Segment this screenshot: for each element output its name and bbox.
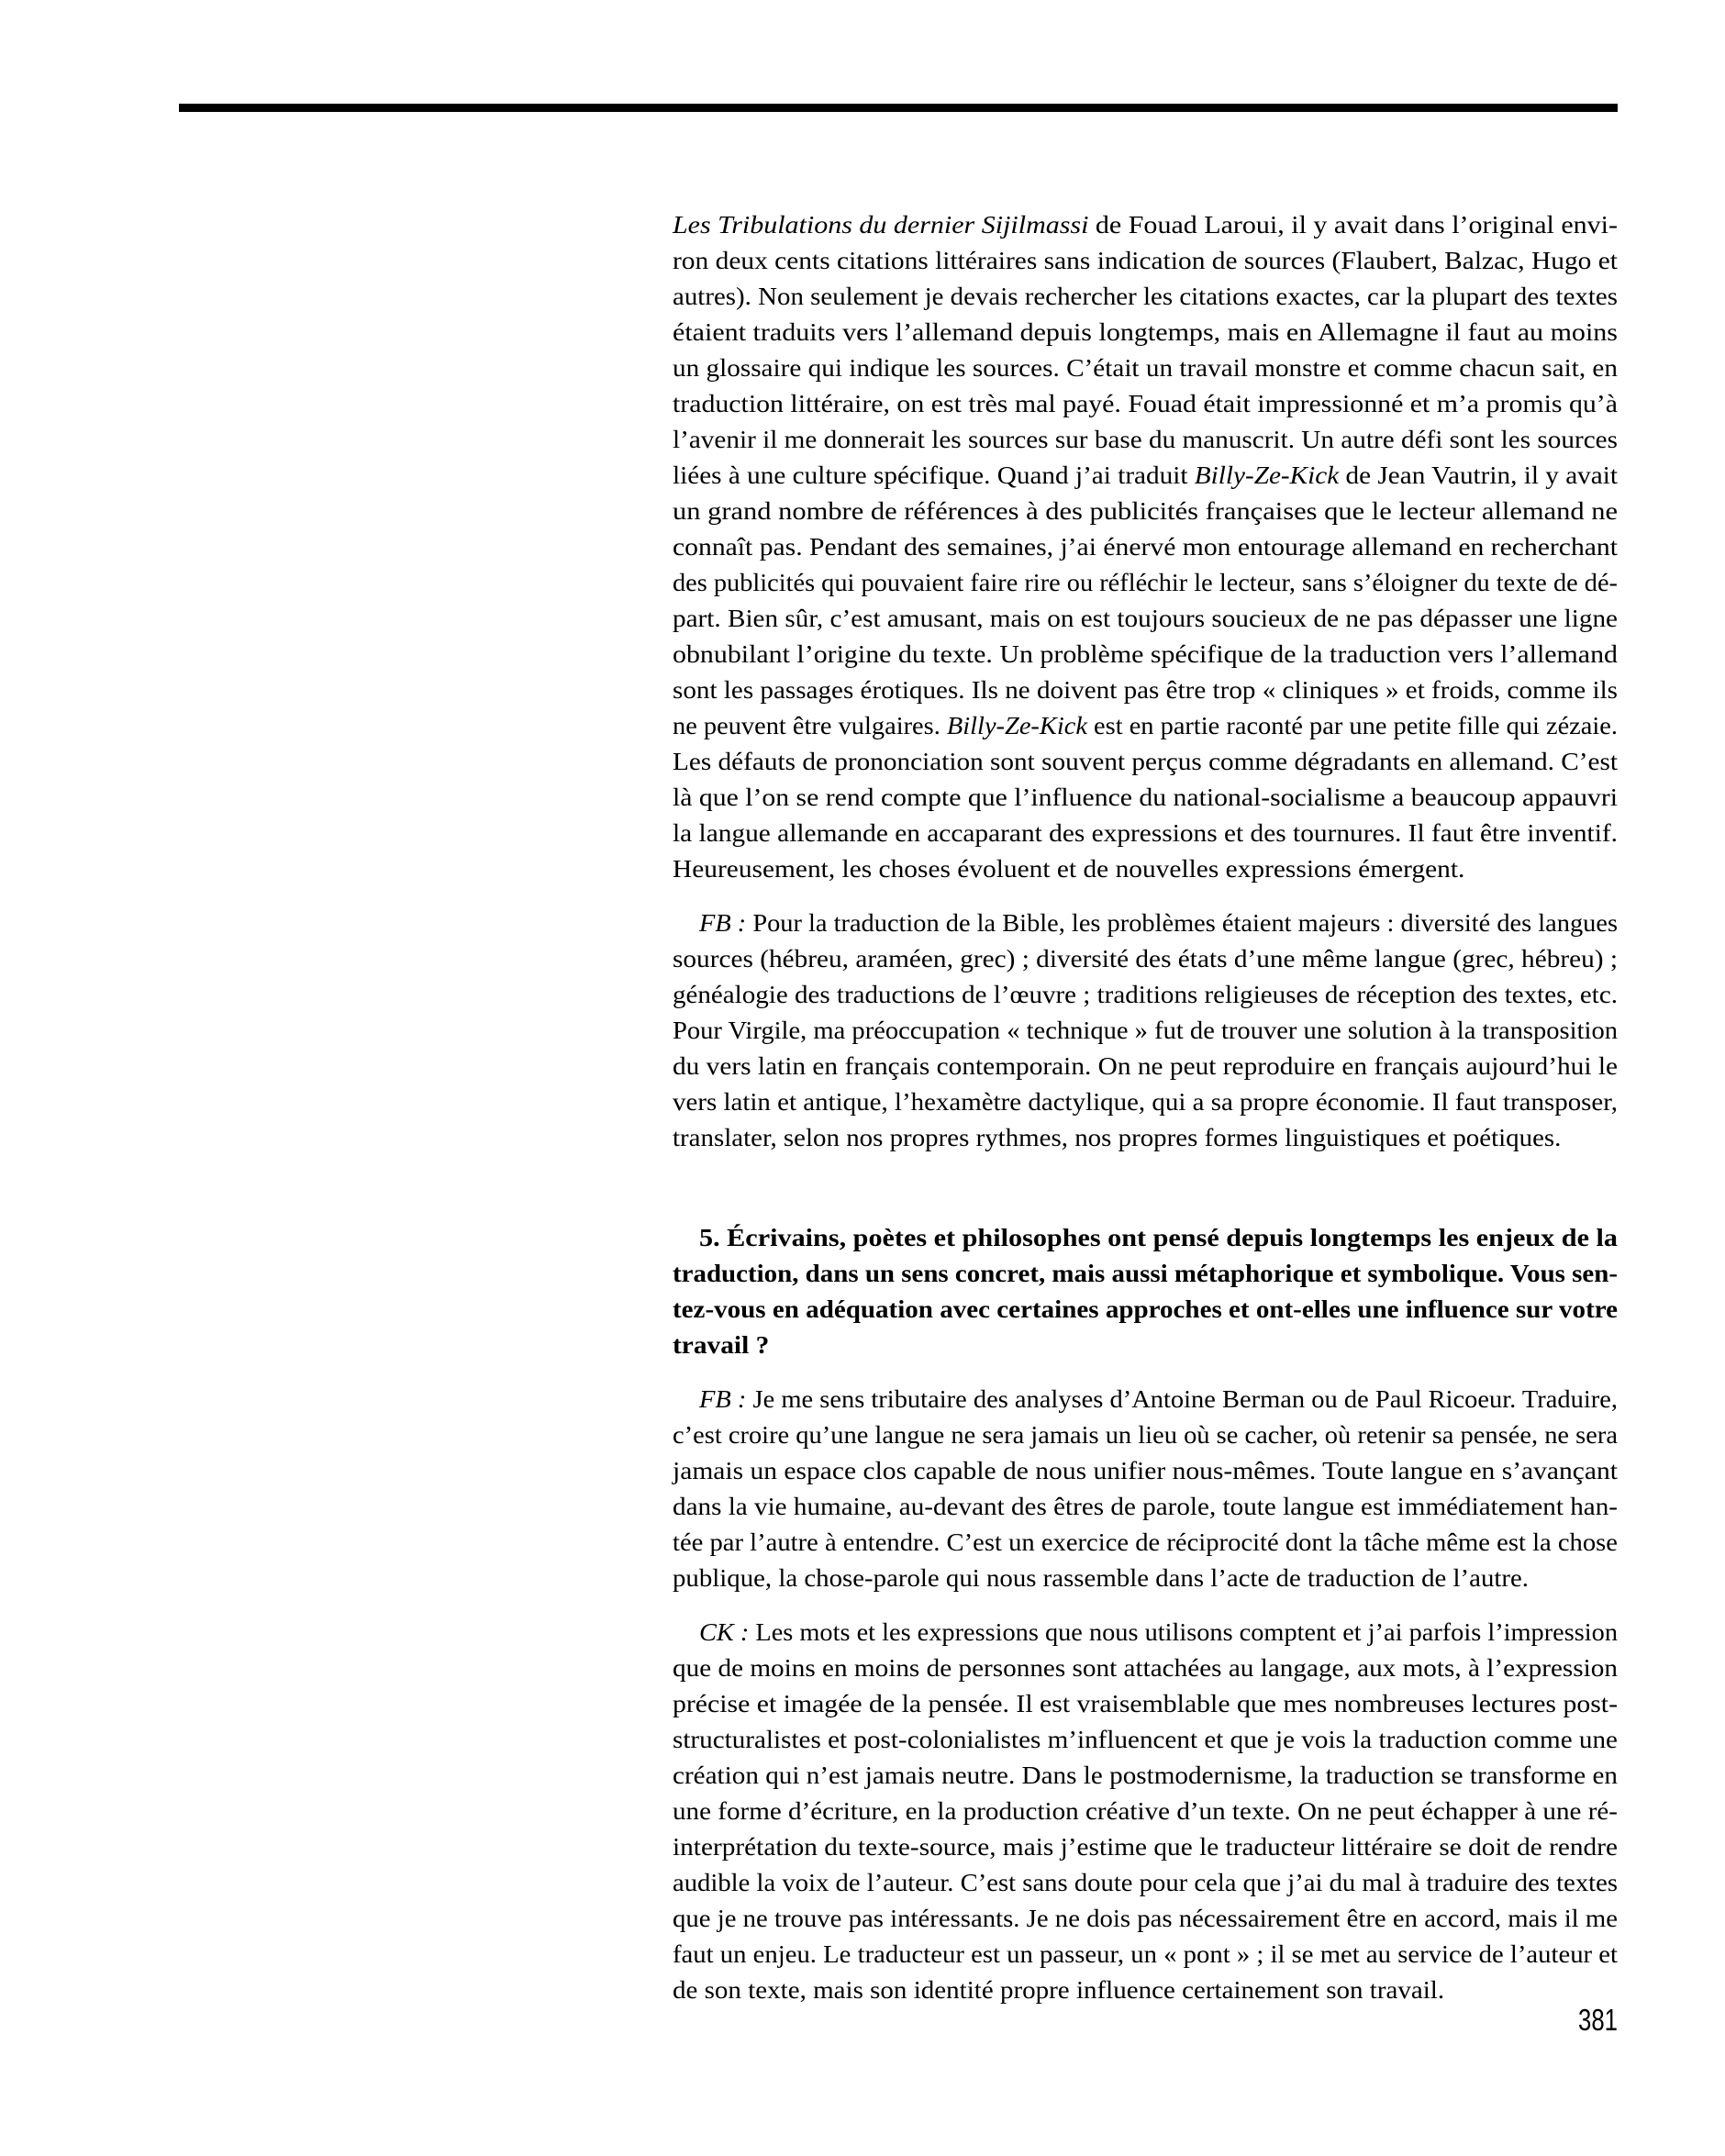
line-text: ron deux cents citations littéraires sans indication de sources (Flaubert, Balzac, Hugo et	[673, 247, 1618, 274]
line-text: audible la voix de l’auteur. C’est sans doute pour cela que j’ai du mal à traduire des textes	[673, 1869, 1618, 1896]
line-text: ne peuvent être vulgaires. Billy-Ze-Kick est en partie raconté par une petite fille qui zézaie.	[673, 712, 1618, 739]
line-text: traduction littéraire, on est très mal payé. Fouad était impressionné et m’a promis qu’à	[673, 390, 1618, 417]
line-text: travail ?	[673, 1331, 770, 1359]
line-text: interprétation du texte-source, mais j’estime que le traducteur littéraire se doit de rendre	[673, 1833, 1618, 1861]
line-text: tée par l’autre à entendre. C’est un exercice de réciprocité dont la tâche même est la chose	[673, 1528, 1618, 1556]
line-text: là que l’on se rend compte que l’influence du national-socialisme a beaucoup appauvri	[673, 783, 1618, 811]
line-text: traduction, dans un sens concret, mais aussi métaphorique et symbolique. Vous sen-	[673, 1260, 1618, 1287]
text-line	[673, 350, 1618, 386]
italic-run: FB :	[699, 1385, 747, 1413]
text-line	[673, 565, 1618, 601]
text-line	[673, 1256, 1618, 1292]
text-line	[673, 1722, 1618, 1758]
text-line	[673, 941, 1618, 977]
line-text: 5. Écrivains, poètes et philosophes ont pensé depuis longtemps les enjeux de la	[699, 1224, 1618, 1251]
text-line	[673, 744, 1618, 780]
text-line	[673, 1615, 1618, 1650]
line-text: autres). Non seulement je devais rechercher les citations exactes, car la plupart des textes	[673, 283, 1618, 310]
body-paragraph	[673, 207, 1618, 887]
text-line	[673, 1328, 1618, 1363]
text-line	[673, 1382, 1618, 1417]
text-line	[673, 1901, 1618, 1937]
line-text: une forme d’écriture, en la production créative d’un texte. On ne peut échapper à une ré-	[673, 1797, 1618, 1825]
line-text: étaient traduits vers l’allemand depuis longtemps, mais en Allemagne il faut au moins	[673, 318, 1618, 346]
text-line	[673, 422, 1618, 458]
line-text: liées à une culture spécifique. Quand j’ai traduit Billy-Ze-Kick de Jean Vautrin, il y avait	[673, 461, 1618, 489]
text-line	[673, 494, 1618, 529]
line-text: Les défauts de prononciation sont souvent perçus comme dégradants en allemand. C’est	[673, 748, 1618, 775]
line-text: généalogie des traductions de l’œuvre ; traditions religieuses de réception des textes, etc.	[673, 981, 1618, 1008]
text-line	[673, 315, 1618, 350]
text-line	[673, 851, 1618, 887]
line-text: jamais un espace clos capable de nous unifier nous-mêmes. Toute langue en s’avançant	[673, 1457, 1618, 1484]
line-text: Les Tribulations du dernier Sijilmassi de Fouad Laroui, il y avait dans l’original envi-	[673, 211, 1618, 239]
text-line	[673, 1650, 1618, 1686]
text-line	[673, 816, 1618, 851]
text-line	[673, 529, 1618, 565]
line-text: FB : Je me sens tributaire des analyses d’Antoine Berman ou de Paul Ricoeur. Traduire,	[699, 1385, 1618, 1413]
line-text: c’est croire qu’une langue ne sera jamais un lieu où se cacher, où retenir sa pensée, ne sera	[673, 1421, 1618, 1449]
italic-run: Billy-Ze-Kick	[1194, 461, 1340, 489]
line-text: part. Bien sûr, c’est amusant, mais on est toujours soucieux de ne pas dépasser une ligne	[673, 605, 1618, 632]
text-line	[673, 1937, 1618, 1973]
text-line	[673, 1049, 1618, 1084]
line-text: tez-vous en adéquation avec certaines approches et ont-elles une influence sur votre	[673, 1295, 1618, 1323]
text-line	[673, 1758, 1618, 1794]
page-number: 381	[1578, 2003, 1618, 2037]
line-text: création qui n’est jamais neutre. Dans le postmodernisme, la traduction se transforme en	[673, 1761, 1618, 1789]
text-line	[673, 1561, 1618, 1596]
line-text: que de moins en moins de personnes sont attachées au langage, aux mots, à l’expression	[673, 1654, 1618, 1682]
text-line	[673, 1865, 1618, 1901]
text-line	[673, 1973, 1618, 2008]
line-text: sont les passages érotiques. Ils ne doivent pas être trop « cliniques » et froids, comme ils	[673, 676, 1618, 704]
line-text: de son texte, mais son identité propre influence certainement son travail.	[673, 1976, 1445, 2004]
text-line	[673, 780, 1618, 816]
line-text: des publicités qui pouvaient faire rire ou réfléchir le lecteur, sans s’éloigner du texte de dé-	[673, 569, 1618, 596]
line-text: translater, selon nos propres rythmes, nos propres formes linguistiques et poétiques.	[673, 1124, 1562, 1151]
text-line	[673, 243, 1618, 279]
text-line	[673, 601, 1618, 637]
line-text: sources (hébreu, araméen, grec) ; diversité des états d’une même langue (grec, hébreu) ;	[673, 945, 1618, 972]
text-line	[673, 1084, 1618, 1120]
line-text: vers latin et antique, l’hexamètre dactylique, qui a sa propre économie. Il faut transposer,	[673, 1088, 1618, 1116]
text-line	[673, 1417, 1618, 1453]
line-text: Pour Virgile, ma préoccupation « technique » fut de trouver une solution à la transposition	[673, 1017, 1618, 1044]
line-text: FB : Pour la traduction de la Bible, les problèmes étaient majeurs : diversité des langues	[699, 909, 1618, 937]
text-line	[673, 207, 1618, 243]
body-paragraph	[673, 906, 1618, 1156]
line-text: dans la vie humaine, au-devant des êtres de parole, toute langue est immédiatement han-	[673, 1493, 1618, 1520]
header-rule	[179, 104, 1618, 112]
text-line	[673, 906, 1618, 941]
line-text: obnubilant l’origine du texte. Un problème spécifique de la traduction vers l’allemand	[673, 640, 1618, 668]
text-line	[673, 672, 1618, 708]
line-text: publique, la chose-parole qui nous rassemble dans l’acte de traduction de l’autre.	[673, 1564, 1530, 1592]
text-line	[673, 1013, 1618, 1049]
body-paragraph	[673, 1615, 1618, 2008]
text-line	[673, 708, 1618, 744]
text-line	[673, 386, 1618, 422]
line-text: un grand nombre de références à des publicités françaises que le lecteur allemand ne	[673, 497, 1618, 525]
line-text: faut un enjeu. Le traducteur est un passeur, un « pont » ; il se met au service de l’auteur et	[673, 1940, 1618, 1968]
text-line	[673, 1525, 1618, 1561]
question-paragraph	[673, 1220, 1618, 1363]
line-text: que je ne trouve pas intéressants. Je ne dois pas nécessairement être en accord, mais il me	[673, 1905, 1618, 1932]
italic-run: FB :	[699, 909, 747, 937]
body-paragraph	[673, 1382, 1618, 1596]
text-line	[673, 1453, 1618, 1489]
text-line	[673, 1292, 1618, 1328]
line-text: l’avenir il me donnerait les sources sur base du manuscrit. Un autre défi sont les sources	[673, 426, 1618, 453]
line-text: un glossaire qui indique les sources. C’était un travail monstre et comme chacun sait, en	[673, 354, 1618, 382]
text-line	[673, 1794, 1618, 1829]
text-line	[673, 1489, 1618, 1525]
text-line	[673, 1220, 1618, 1256]
line-text: connaît pas. Pendant des semaines, j’ai énervé mon entourage allemand en recherchant	[673, 533, 1618, 561]
line-text: CK : Les mots et les expressions que nous utilisons comptent et j’ai parfois l’impression	[699, 1618, 1618, 1646]
text-line	[673, 1120, 1618, 1156]
line-text: du vers latin en français contemporain. On ne peut reproduire en français aujourd’hui le	[673, 1052, 1618, 1080]
text-line	[673, 279, 1618, 315]
text-line	[673, 637, 1618, 672]
italic-run: Billy-Ze-Kick	[946, 712, 1087, 739]
line-text: Heureusement, les choses évoluent et de nouvelles expressions émergent.	[673, 855, 1465, 883]
text-line	[673, 977, 1618, 1013]
line-text: précise et imagée de la pensée. Il est vraisemblable que mes nombreuses lectures post-	[673, 1690, 1618, 1717]
text-line	[673, 458, 1618, 494]
text-line	[673, 1829, 1618, 1865]
line-text: structuralistes et post-colonialistes m’influencent et que je vois la traduction comme une	[673, 1726, 1618, 1753]
italic-run: CK :	[699, 1618, 750, 1646]
text-line	[673, 1686, 1618, 1722]
line-text: la langue allemande en accaparant des expressions et des tournures. Il faut être inventif.	[673, 819, 1618, 847]
text-block	[673, 207, 1618, 2008]
italic-run: Les Tribulations du dernier Sijilmassi	[673, 211, 1089, 239]
